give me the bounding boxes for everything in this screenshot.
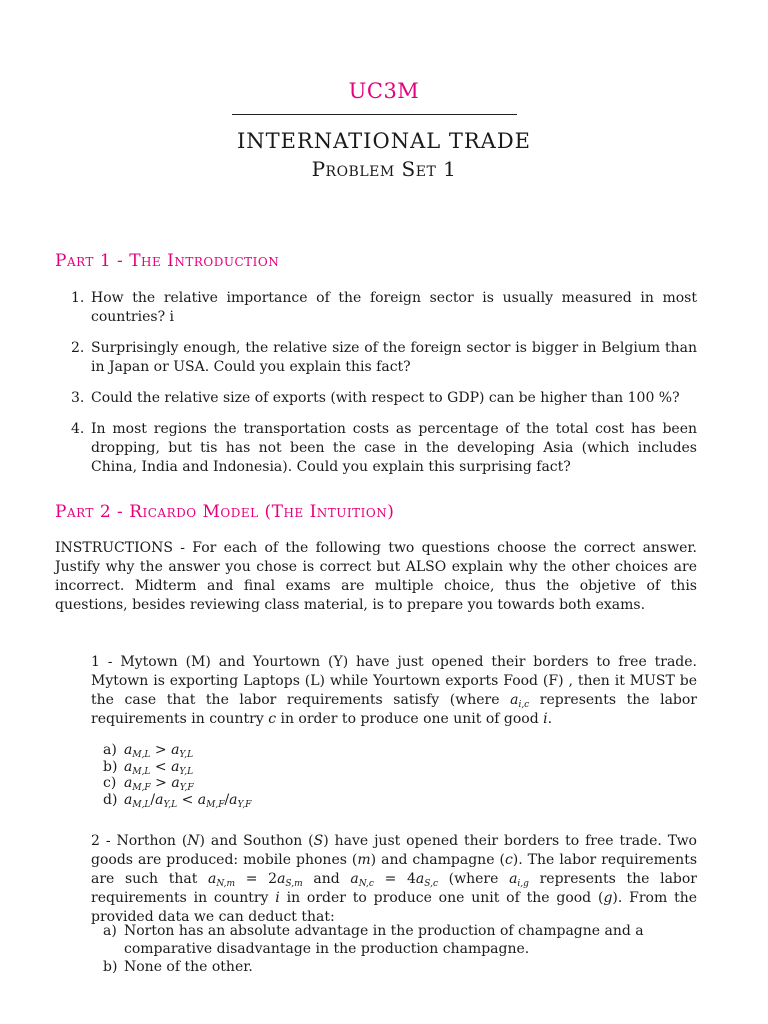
math-subscript: S,c bbox=[424, 879, 438, 889]
problem-text: 1 - Mytown (M) and Yourtown (Y) have just opened their borders to free trade. Mytown is exporting Laptops (L) while Yourtown exports Food (F) , then it MUST be the case that the labor requirements satisfy (where bbox=[91, 654, 697, 708]
math-var: a bbox=[171, 775, 180, 791]
question-item bbox=[55, 339, 697, 377]
question-text: In most regions the transportation costs as percentage of the total cost has been dropping, but tis has not been the case in the developing Asia (which includes China, India and Indonesia). Could you explain this surprising fact? bbox=[91, 421, 697, 475]
option-label: b) bbox=[103, 758, 118, 775]
math-subscript: N,m bbox=[216, 879, 236, 889]
problem-text: in order to produce one unit of good bbox=[276, 711, 544, 727]
problem-2-statement bbox=[91, 832, 697, 927]
option-text: None of the other. bbox=[124, 959, 253, 975]
problem-text: ). From the provided data we can deduct that: bbox=[91, 890, 697, 925]
math-var: i bbox=[543, 711, 548, 727]
math-subscript: M,F bbox=[132, 783, 151, 793]
math-expression bbox=[208, 871, 303, 887]
title-rule bbox=[232, 114, 517, 115]
math-var: a bbox=[171, 742, 180, 758]
math-var: a bbox=[277, 871, 286, 887]
option-item bbox=[103, 759, 251, 776]
option-item bbox=[103, 775, 251, 792]
math-operator: > bbox=[150, 742, 172, 758]
option-label: a) bbox=[103, 742, 117, 758]
problem-text: and bbox=[302, 871, 351, 887]
problem-text: ). The labor requirements are such that bbox=[91, 852, 698, 887]
math-var: c bbox=[268, 711, 277, 727]
question-text: Could the relative size of exports (with respect to GDP) can be higher than 100 %? bbox=[91, 390, 680, 406]
math-var: a bbox=[229, 791, 238, 808]
problem-1-options bbox=[103, 742, 251, 808]
question-number: 2. bbox=[71, 340, 85, 356]
math-subscript: Y,L bbox=[179, 750, 194, 760]
math-operator: / bbox=[224, 791, 230, 808]
math-var: i bbox=[275, 890, 280, 906]
math-subscript: S,m bbox=[285, 879, 303, 889]
option-item bbox=[103, 792, 251, 809]
option-label: b) bbox=[103, 959, 118, 975]
problem-text: represents the labor requirements in country bbox=[91, 871, 697, 906]
instructions-paragraph: INSTRUCTIONS - For each of the following two questions choose the correct answer. Justify why the answer you chose is correct but ALSO explain why the other choices are incorrect. Midterm and final exams are multiple choice, thus the objetive of this questions, besides reviewing class material, is to prepare you towards both exams. bbox=[55, 540, 697, 613]
math-expression bbox=[124, 792, 251, 808]
math-var: a bbox=[155, 791, 164, 808]
problem-set-title: Problem Set 1 bbox=[311, 157, 457, 181]
math-subscript: M,F bbox=[206, 799, 225, 810]
math-var: a bbox=[415, 871, 425, 887]
option-text: Norton has an absolute advantage in the production of champagne and a comparative disadvantage in the production champagne. bbox=[124, 923, 644, 957]
problem-text: (where bbox=[438, 871, 510, 887]
math-subscript: i,g bbox=[517, 879, 529, 889]
problem-text: ) and Southon ( bbox=[199, 833, 314, 849]
math-var: m bbox=[357, 852, 371, 868]
option-label: a) bbox=[103, 923, 117, 939]
math-subscript: Y,L bbox=[163, 799, 178, 810]
part1-question-list bbox=[55, 289, 697, 489]
math-var: a bbox=[350, 871, 359, 887]
math-expression bbox=[509, 871, 529, 887]
math-operator: > bbox=[150, 775, 172, 791]
math-var: a bbox=[124, 758, 133, 775]
math-operator: / bbox=[150, 791, 156, 808]
math-subscript: M,L bbox=[132, 799, 151, 810]
part2-heading: Part 2 - Ricardo Model (The Intuition) bbox=[55, 502, 395, 522]
math-var: a bbox=[124, 775, 133, 791]
question-number: 4. bbox=[71, 421, 85, 437]
question-text: Surprisingly enough, the relative size of the foreign sector is bigger in Belgium than in Japan or USA. Could you explain this fact? bbox=[91, 340, 697, 375]
math-subscript: Y,F bbox=[179, 783, 194, 793]
math-subscript: M,L bbox=[132, 766, 151, 777]
problem-text: ) have just opened their borders to free trade. Two goods are produced: mobile phones ( bbox=[91, 833, 697, 868]
university-name: UC3M bbox=[348, 79, 420, 103]
option-label: d) bbox=[103, 791, 118, 808]
math-var: a bbox=[509, 871, 518, 887]
option-item bbox=[103, 742, 251, 759]
math-subscript: Y,L bbox=[179, 766, 194, 777]
option-item bbox=[103, 958, 697, 976]
part1-heading: Part 1 - The Introduction bbox=[55, 251, 280, 271]
math-operator: = 4 bbox=[373, 871, 416, 887]
problem-1-statement bbox=[91, 653, 697, 729]
math-var: a bbox=[208, 871, 217, 887]
question-item bbox=[55, 420, 697, 477]
math-var: a bbox=[124, 791, 133, 808]
math-subscript: i,c bbox=[518, 700, 530, 710]
math-operator: < bbox=[177, 791, 198, 808]
math-operator: < bbox=[150, 758, 172, 775]
course-title: INTERNATIONAL TRADE bbox=[236, 129, 532, 153]
math-subscript: M,L bbox=[132, 750, 151, 760]
question-number: 3. bbox=[71, 390, 85, 406]
problem-text: 2 - Northon ( bbox=[91, 833, 188, 849]
math-var: g bbox=[603, 890, 613, 906]
math-var: c bbox=[504, 852, 513, 868]
math-var: a bbox=[197, 791, 207, 808]
math-var: a bbox=[510, 692, 519, 708]
option-label: c) bbox=[103, 775, 117, 791]
problem-text: . bbox=[547, 711, 553, 727]
problem-text: ) and champagne ( bbox=[370, 852, 505, 868]
question-item bbox=[55, 289, 697, 327]
question-text: How the relative importance of the foreign sector is usually measured in most countries? i bbox=[91, 290, 697, 325]
math-var: N bbox=[187, 833, 200, 849]
problem-text: in order to produce one unit of the good ( bbox=[279, 890, 604, 906]
math-var: a bbox=[124, 742, 133, 758]
math-subscript: N,c bbox=[358, 879, 374, 889]
problem-2-options bbox=[103, 922, 697, 976]
option-item bbox=[103, 922, 697, 958]
math-var: S bbox=[313, 833, 324, 849]
math-expression bbox=[350, 871, 438, 887]
math-subscript: Y,F bbox=[237, 799, 252, 810]
math-var: a bbox=[171, 758, 180, 775]
question-item bbox=[55, 389, 697, 408]
math-operator: = 2 bbox=[235, 871, 278, 887]
question-number: 1. bbox=[71, 290, 85, 306]
problem-text: represents the labor requirements in country bbox=[91, 692, 697, 727]
